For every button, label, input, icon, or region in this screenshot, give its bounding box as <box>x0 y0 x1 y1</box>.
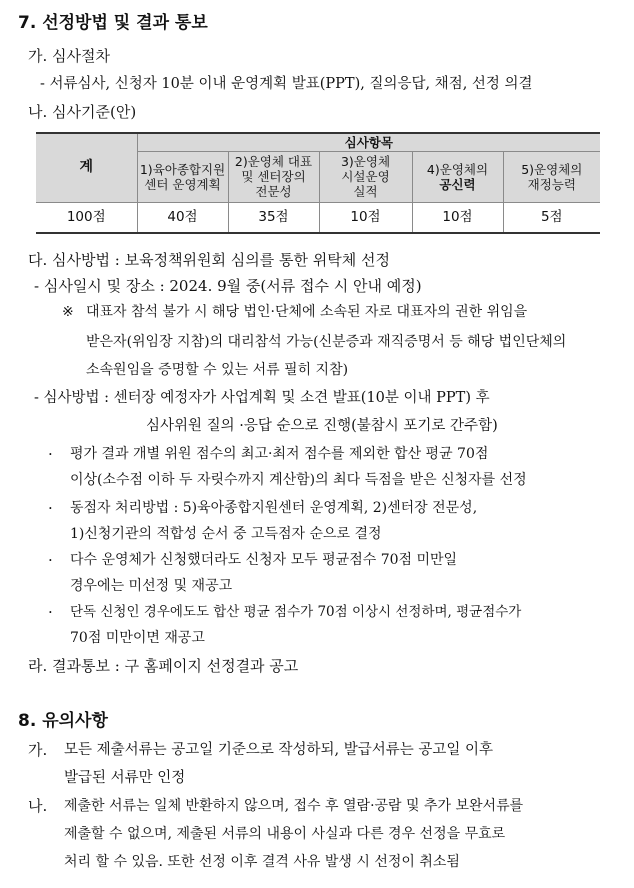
criteria-column-header: 5)운영체의 재정능력 <box>503 151 600 202</box>
method-line: - 심사방법 : 센터장 예정자가 사업계획 및 소견 발표(10분 이내 PPT) 후 <box>34 390 490 406</box>
subsection-title: 심사방법 : 보육정책위원회 심의를 통한 위탁체 선정 <box>52 251 391 269</box>
note-line: 소속원임을 증명할 수 있는 서류 필히 지참) <box>86 362 349 378</box>
notice-line: 모든 제출서류는 공고일 기준으로 작성하되, 발급서류는 공고일 이후 <box>64 742 494 758</box>
bullet-line: 단독 신청인 경우에도도 합산 평균 점수가 70점 이상시 선정하며, 평균점수가 <box>70 604 522 620</box>
subsection-marker: 나. <box>28 797 48 815</box>
score-cell: 5점 <box>503 202 600 233</box>
subsection-marker: 라. <box>28 657 48 675</box>
subsection-na-criteria <box>28 102 136 122</box>
subsection-ra-result <box>28 656 298 676</box>
score-cell: 10점 <box>319 202 412 233</box>
criteria-column-header: 3)운영체 시설운영 실적 <box>319 151 412 202</box>
criteria-column-header: 2)운영체 대표 및 센터장의 전문성 <box>228 151 319 202</box>
bullet-line: 평가 결과 개별 위원 점수의 최고·최저 점수를 제외한 합산 평균 70점 <box>70 446 489 462</box>
criteria-group-header: 심사항목 <box>137 133 600 151</box>
subsection-marker: 나. <box>28 103 48 121</box>
subsection-marker: 가. <box>28 741 48 759</box>
method-line: 심사위원 질의 ·응답 순으로 진행(불참시 포기로 간주함) <box>146 418 498 434</box>
subsection-marker: 가. <box>28 47 48 65</box>
bullet-mark: · <box>48 603 53 621</box>
notice-line: 제출할 수 없으며, 제출된 서류의 내용이 사실과 다른 경우 선정을 무효로 <box>64 826 506 842</box>
bullet-line: 이상(소수점 이하 두 자릿수까지 계산함)의 최다 득점을 받은 신청자를 선정 <box>70 472 527 488</box>
bullet-line: 다수 운영체가 신청했더라도 신청자 모두 평균점수 70점 미만일 <box>70 552 458 568</box>
notice-line: 발급된 서류만 인정 <box>64 770 186 786</box>
section-8-title: 8. 유의사항 <box>18 711 108 731</box>
notice-line: 처리 할 수 있음. 또한 선정 이후 결격 사유 발생 시 선정이 취소됨 <box>64 854 460 870</box>
bullet-line: 동점자 처리방법 : 5)육아종합지원센터 운영계획, 2)센터장 전문성, <box>70 500 478 516</box>
bullet-mark: · <box>48 499 53 517</box>
note-line: 대표자 참석 불가 시 해당 법인·단체에 소속된 자로 대표자의 권한 위임을 <box>86 304 528 320</box>
subsection-title: 심사절차 <box>52 47 111 65</box>
score-cell: 35점 <box>228 202 319 233</box>
procedure-item: - 서류심사, 신청자 10분 이내 운영계획 발표(PPT), 질의응답, 채점, 선정 의결 <box>40 76 533 92</box>
score-cell: 100점 <box>36 202 137 233</box>
criteria-column-header: 4)운영체의 공신력 <box>412 151 503 202</box>
bullet-mark: · <box>48 445 53 463</box>
total-header: 계 <box>36 133 137 202</box>
score-cell: 40점 <box>137 202 228 233</box>
note-mark: ※ <box>62 304 74 320</box>
notice-line: 제출한 서류는 일체 반환하지 않으며, 접수 후 열람·공람 및 추가 보완서류를 <box>64 798 524 814</box>
subsection-title: 심사기준(안) <box>52 103 137 121</box>
bullet-line: 1)신청기관의 적합성 순서 중 고득점자 순으로 결정 <box>70 526 382 542</box>
score-cell: 10점 <box>412 202 503 233</box>
criteria-column-header: 1)육아종합지원 센터 운영계획 <box>137 151 228 202</box>
bullet-line: 경우에는 미선정 및 재공고 <box>70 578 233 594</box>
subsection-da-method <box>28 250 390 270</box>
schedule-item: - 심사일시 및 장소 : 2024. 9월 중(서류 접수 시 안내 예정) <box>34 277 422 295</box>
note-line: 받은자(위임장 지참)의 대리참석 가능(신분증과 재직증명서 등 해당 법인단체의 <box>86 334 567 350</box>
subsection-marker: 다. <box>28 251 48 269</box>
bullet-line: 70점 미만이면 재공고 <box>70 630 205 646</box>
criteria-table <box>36 132 600 234</box>
section-7-title: 7. 선정방법 및 결과 통보 <box>18 13 208 33</box>
bullet-mark: · <box>48 551 53 569</box>
subsection-ga-procedure <box>28 46 110 66</box>
subsection-title: 결과통보 : 구 홈페이지 선정결과 공고 <box>52 657 299 675</box>
